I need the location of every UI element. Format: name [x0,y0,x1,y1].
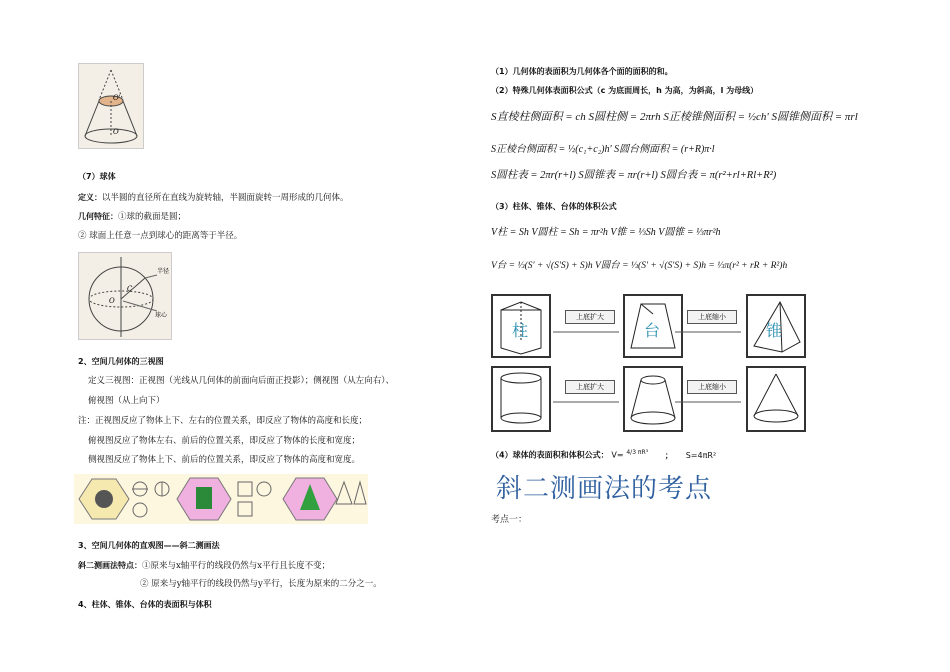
sphere-area-formula: S=4πR² [685,450,717,460]
feature1-text: ①球的截面是圆； [118,212,187,222]
sphere-figure [78,252,172,340]
three-view-note-2: 俯视图反应了物体左右、前后的位置关系，即反应了物体的长度和宽度； [88,436,361,446]
section-4-heading: 4、柱体、锥体、台体的表面积与体积 [78,600,212,609]
center-label: 球心 [155,312,168,319]
formula-separator: ； [664,450,673,460]
three-view-heading: 2、空间几何体的三视图 [78,357,164,366]
prism-label: 柱 [512,321,529,340]
oblique-point-1 [78,560,330,572]
oblique-point-1-text: ①原来与x轴平行的线段仍然与x平行且长度不变； [142,561,331,571]
feature-label: 几何特征： [78,212,118,221]
radius-label: 半径 [157,268,170,275]
prism-box [491,294,551,358]
expand-tag-top: 上底扩大 [565,310,615,324]
arrows [551,294,751,428]
cylinder-box [491,366,551,432]
cone-icon [748,368,804,430]
pyramid-box [746,294,806,358]
definition-text: 以半圆的直径所在直线为旋转轴，半圆面旋转一周形成的几何体。 [102,193,349,203]
cone-drawing [79,64,143,148]
sphere-volume-formula: V= [611,450,624,460]
sphere-feature-1 [78,211,186,223]
surface-area-p1: （1）几何体的表面积为几何体各个面的面积的和。 [491,67,673,76]
formula-lateral-areas: S直棱柱侧面积 = ch S圆柱侧 = 2πrh S正棱锥侧面积 = ½ch' S圆锥侧面积 = πrl [491,111,858,123]
exam-point-one: 考点一： [491,515,528,525]
formula-frustum-volume: V台 = ⅓(S' + √(S'S) + S)h V圆台 = ⅓(S' + √(S'S) + S)h = ⅓π(r² + rR + R²)h [491,261,788,271]
three-view-figures [74,474,368,524]
sphere-formula-label: （4）球体的表面积和体积公式： [491,450,609,460]
shrink-tag-top: 上底缩小 [687,310,737,324]
formula-frustum-lateral: S正棱台侧面积 = ½(c₁+c₂)h' S圆台侧面积 = (r+R)π·l [491,144,715,155]
sphere-definition [78,192,349,204]
sphere-formula-line [491,447,716,461]
cone-figure [78,63,144,149]
volume-heading: （3）柱体、锥体、台体的体积公式 [491,202,617,211]
sphere-heading: （7）球体 [78,172,116,181]
surface-area-p2: （2）特殊几何体表面积公式（c 为底面周长，h 为高，为斜高，l 为母线） [491,86,759,95]
three-view-drawing [74,474,368,524]
cylinder-icon [493,368,549,430]
c-label: C [127,285,133,293]
cone-box [746,366,806,432]
definition-label: 定义： [78,193,102,202]
sphere-drawing [79,253,171,339]
three-view-note-1: 注：正视图反应了物体上下、左右的位置关系，即反应了物体的高度和长度； [78,416,368,426]
cone-label-top: O' [113,94,121,102]
oblique-feature-label: 斜二测画法特点： [78,561,142,570]
pyramid-label: 锥 [766,321,783,340]
expand-tag-bottom: 上底扩大 [565,380,615,394]
oblique-heading: 3、空间几何体的直观图——斜二测画法 [78,541,220,550]
pyramid-icon [748,296,804,356]
sphere-volume-expr: 4/3 πR³ [626,449,649,456]
three-view-def-1: 定义三视图：正视图（光线从几何体的前面向后面正投影）；侧视图（从左向右）、 [88,376,395,386]
oblique-exam-title: 斜二测画法的考点 [496,474,713,503]
sphere-feature-2: ② 球面上任意一点到球心的距离等于半径。 [78,231,243,241]
solids-diagram [491,294,812,436]
three-view-note-3: 侧视图反应了物体上下、前后的位置关系，即反应了物体的高度和宽度。 [88,455,361,465]
prism-icon [493,296,549,356]
formula-total-areas: S圆柱表 = 2πr(r+l) S圆锥表 = πr(r+l) S圆台表 = π(r²+rl+Rl+R²) [491,170,777,181]
formula-volumes: V柱 = Sh V圆柱 = Sh = πr²h V锥 = ⅓Sh V圆锥 = ⅓πr²h [491,227,721,238]
shrink-tag-bottom: 上底缩小 [687,380,737,394]
oblique-point-2: ② 原来与y轴平行的线段仍然与y平行，长度为原来的二分之一。 [140,579,382,589]
three-view-def-2: 俯视图（从上向下） [88,396,165,406]
frustum-label: 台 [644,321,661,340]
cone-label-bottom: O [113,128,119,136]
o-label: O [109,297,115,305]
